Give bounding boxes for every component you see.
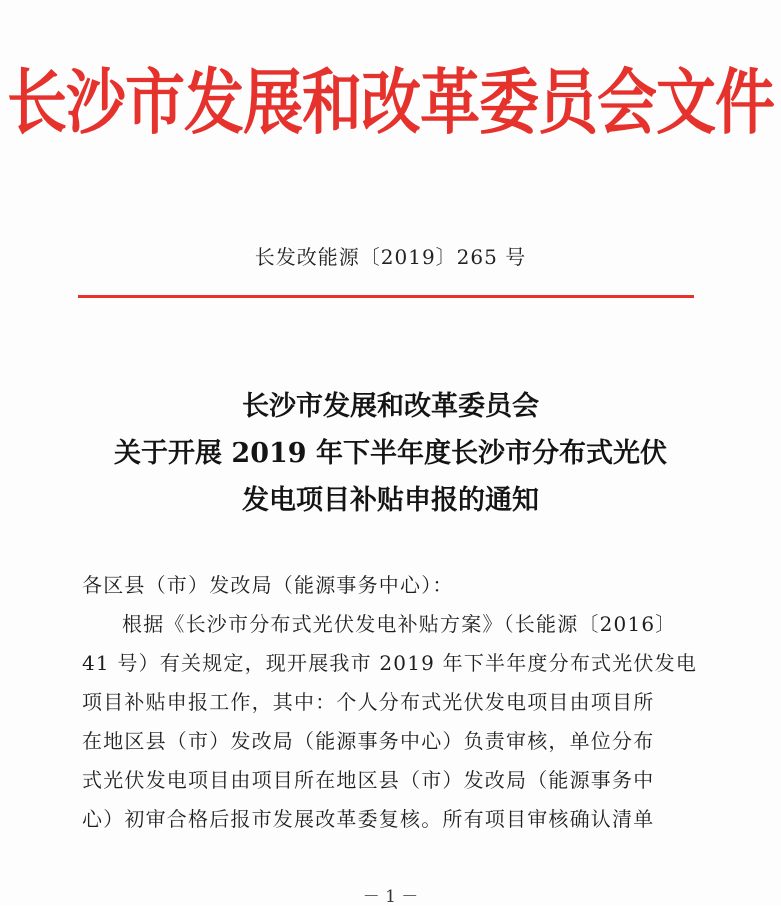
body-line: 在地区县（市）发改局（能源事务中心）负责审核，单位分布: [82, 729, 655, 753]
page-number: － 1 －: [362, 887, 419, 907]
title-line-3: 发电项目补贴申报的通知: [242, 485, 539, 516]
body-line: 式光伏发电项目由项目所在地区县（市）发改局（能源事务中: [82, 768, 655, 792]
body-line: 心）初审合格后报市发展改革委复核。所有项目审核确认清单: [82, 807, 655, 831]
notice-title: [0, 383, 781, 524]
salutation: 各区县（市）发改局（能源事务中心）：: [82, 573, 454, 597]
title-line-1: 长沙市发展和改革委员会: [242, 391, 539, 422]
red-separator-line: [78, 295, 694, 298]
document-number: 长发改能源〔2019〕265 号: [254, 245, 527, 269]
masthead-title: 长沙市发展和改革委员会文件: [7, 61, 774, 145]
body-line: 项目补贴申报工作，其中：个人分布式光伏发电项目由项目所: [82, 690, 655, 714]
title-line-2: 关于开展 2019 年下半年度长沙市分布式光伏: [114, 438, 667, 469]
body-line: 41 号）有关规定，现开展我市 2019 年下半年度分布式光伏发电: [82, 651, 698, 675]
notice-body: [82, 566, 702, 839]
body-line: 根据《长沙市分布式光伏发电补贴方案》（长能源〔2016〕: [122, 612, 677, 636]
